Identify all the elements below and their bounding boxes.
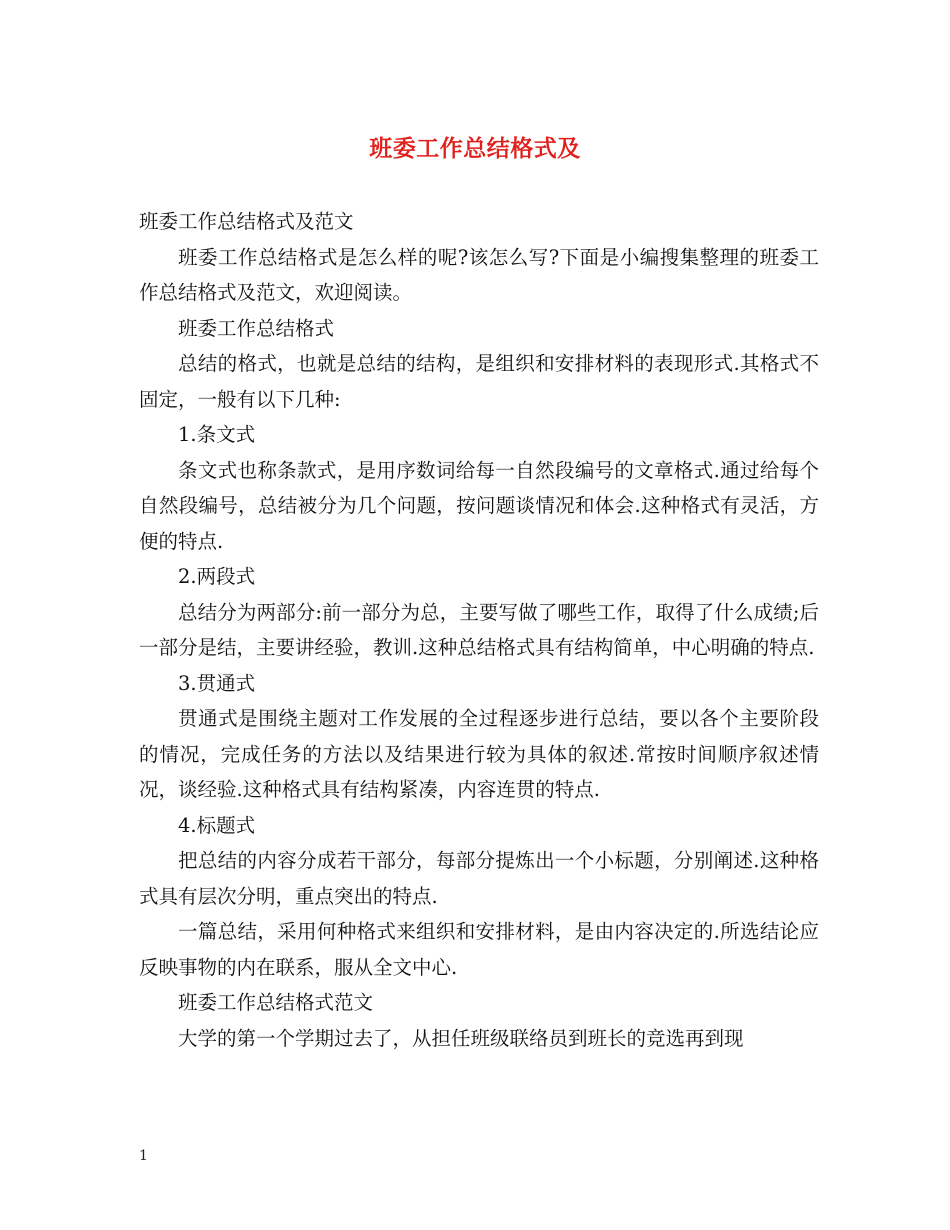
list-heading: 2.两段式 [178,565,256,588]
paragraph: 总结分为两部分:前一部分为总，主要写做了哪些工作，取得了什么成绩;后一部分是结，主要讲经验，教训.这种总结格式具有结构简单，中心明确的特点. [139,600,819,659]
paragraph: 把总结的内容分成若干部分，每部分提炼出一个小标题，分别阐述.这种格式具有层次分明，重点突出的特点. [139,849,819,908]
section-heading: 班委工作总结格式 [178,316,335,340]
list-heading: 4.标题式 [178,813,256,837]
list-heading: 1.条文式 [178,423,256,446]
paragraph: 班委工作总结格式及范文 [139,210,354,233]
paragraph: 一篇总结，采用何种格式来组织和安排材料，是由内容决定的.所选结论应反映事物的内在联系，服从全文中心. [139,920,819,979]
paragraph: 总结的格式，也就是总结的结构，是组织和安排材料的表现形式.其格式不固定，一般有以下几种: [139,352,819,411]
section-heading: 班委工作总结格式范文 [178,991,374,1014]
paragraph: 班委工作总结格式是怎么样的呢?该怎么写?下面是小编搜集整理的班委工作总结格式及范文，欢迎阅读。 [139,245,819,304]
document-body [139,204,819,1056]
list-heading: 3.贯通式 [178,671,256,695]
page-number: 1 [139,1148,148,1164]
paragraph: 贯通式是围绕主题对工作发展的全过程逐步进行总结，要以各个主要阶段的情况，完成任务的方法以及结果进行较为具体的叙述.常按时间顺序叙述情况，谈经验.这种格式具有结构紧凑，内容连贯的特点. [139,707,819,801]
paragraph: 条文式也称条款式，是用序数词给每一自然段编号的文章格式.通过给每个自然段编号，总结被分为几个问题，按问题谈情况和体会.这种格式有灵活，方便的特点. [139,458,819,553]
paragraph: 大学的第一个学期过去了，从担任班级联络员到班长的竞选再到现 [178,1026,744,1050]
document-title: 班委工作总结格式及 [369,135,581,162]
